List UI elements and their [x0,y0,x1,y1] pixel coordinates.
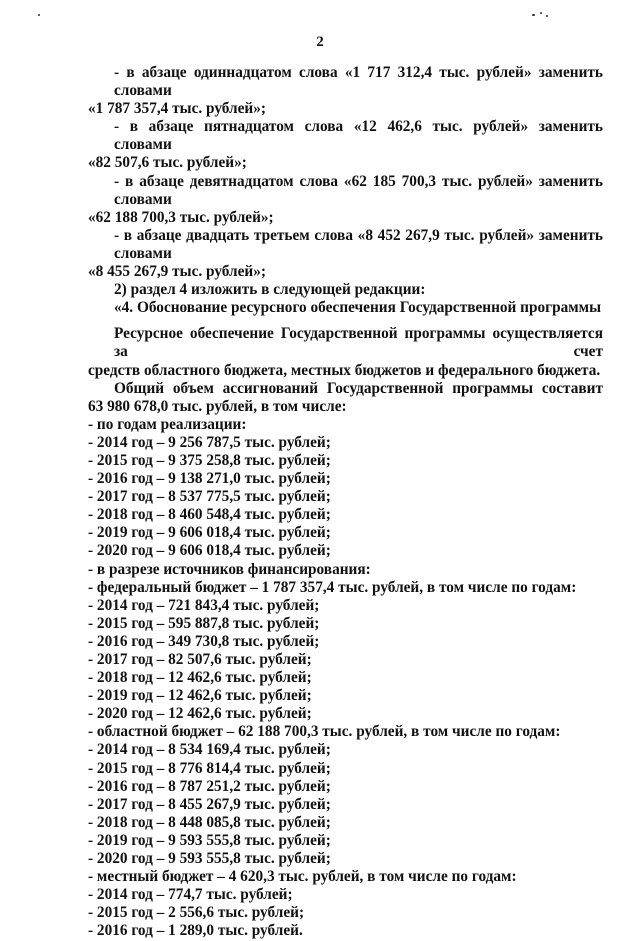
paragraph-line: Ресурсное обеспечение Государственной программы осуществляется за счет [114,325,603,361]
scan-speck [532,14,535,16]
list-item: - 2018 год – 8 460 548,4 тыс. рублей; [88,506,331,524]
list-item: - 2014 год – 8 534 169,4 тыс. рублей; [88,741,331,759]
list-item: - областной бюджет – 62 188 700,3 тыс. рублей, в том числе по годам: [88,723,561,741]
list-item: - 2017 год – 8 455 267,9 тыс. рублей; [88,795,331,813]
list-item: - по годам реализации: [88,415,247,433]
list-item: - 2017 год – 8 537 775,5 тыс. рублей; [88,488,331,506]
list-item: - 2020 год – 12 462,6 тыс. рублей; [88,705,312,723]
paragraph-line: 63 980 678,0 тыс. рублей, в том числе: [88,397,347,415]
paragraph-line: - в абзаце одиннадцатом слова «1 717 312,4 тыс. рублей» заменить словами [114,64,603,100]
list-item: - 2020 год – 9 606 018,4 тыс. рублей; [88,542,331,560]
paragraph-line: - в абзаце двадцать третьем слова «8 452 267,9 тыс. рублей» заменить словами [114,226,603,262]
list-item: - 2016 год – 349 730,8 тыс. рублей; [88,632,320,650]
list-item: - 2015 год – 2 556,6 тыс. рублей; [88,904,305,922]
list-item: - 2015 год – 8 776 814,4 тыс. рублей; [88,759,331,777]
list-item: - 2015 год – 9 375 258,8 тыс. рублей; [88,451,331,469]
list-item: - 2015 год – 595 887,8 тыс. рублей; [88,614,320,632]
list-item: - федеральный бюджет – 1 787 357,4 тыс. рублей, в том числе по годам: [88,578,577,596]
section-heading: «4. Обоснование ресурсного обеспечения Государственной программы [114,299,602,317]
paragraph-line: «1 787 357,4 тыс. рублей»; [88,100,266,118]
list-item: - местный бюджет – 4 620,3 тыс. рублей, в том числе по годам: [88,868,517,886]
page-number: 2 [316,34,324,50]
list-item: - 2020 год – 9 593 555,8 тыс. рублей; [88,850,331,868]
paragraph-line: средств областного бюджета, местных бюджетов и федерального бюджета. [88,361,601,379]
scan-speck [540,12,542,14]
list-item: - 2016 год – 8 787 251,2 тыс. рублей; [88,777,331,795]
list-item: - 2018 год – 8 448 085,8 тыс. рублей; [88,813,331,831]
scan-speck [546,15,548,17]
paragraph-line: «82 507,6 тыс. рублей»; [88,154,247,172]
paragraph-line: - в абзаце девятнадцатом слова «62 185 700,3 тыс. рублей» заменить словами [114,172,603,208]
list-item: - 2014 год – 9 256 787,5 тыс. рублей; [88,433,331,451]
list-item: - в разрезе источников финансирования: [88,560,371,578]
list-item: - 2019 год – 9 593 555,8 тыс. рублей; [88,831,331,849]
scan-speck [38,14,40,16]
list-item: - 2017 год – 82 507,6 тыс. рублей; [88,651,312,668]
paragraph-line: Общий объем ассигнований Государственной программы составит [114,379,603,397]
list-item: - 2019 год – 12 462,6 тыс. рублей; [88,687,312,705]
list-item: - 2019 год – 9 606 018,4 тыс. рублей; [88,524,331,542]
list-item: - 2016 год – 1 289,0 тыс. рублей. [88,922,303,940]
spacer [88,317,603,325]
list-item: - 2014 год – 774,7 тыс. рублей; [88,886,293,904]
paragraph-line: 2) раздел 4 изложить в следующей редакции: [114,281,426,299]
document-body [88,64,603,941]
list-item: - 2016 год – 9 138 271,0 тыс. рублей; [88,470,331,488]
paragraph-line: - в абзаце пятнадцатом слова «12 462,6 тыс. рублей» заменить словами [114,118,603,154]
list-item: - 2014 год – 721 843,4 тыс. рублей; [88,596,320,614]
paragraph-line: «8 455 267,9 тыс. рублей»; [88,263,266,281]
paragraph-line: «62 188 700,3 тыс. рублей»; [88,208,274,226]
list-item: - 2018 год – 12 462,6 тыс. рублей; [88,669,312,687]
